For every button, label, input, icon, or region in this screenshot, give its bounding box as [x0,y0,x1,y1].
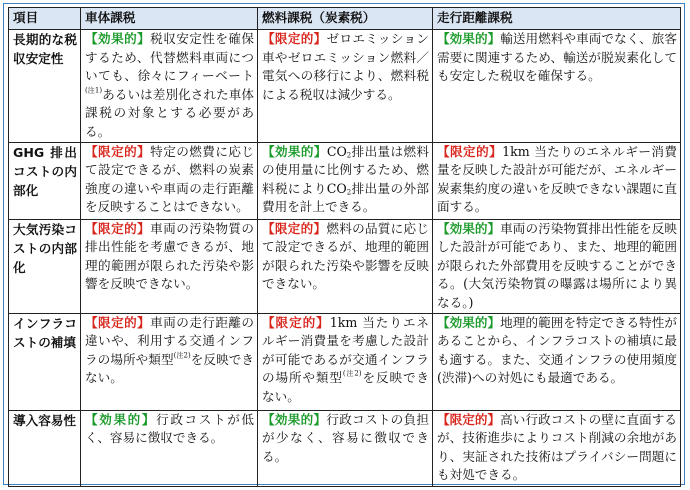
table-cell [433,313,681,410]
header-row [9,8,681,30]
table-row [9,313,681,410]
cell-text: 行政コストの負担が少なく、容易に徴収できる。 [262,411,430,464]
header-item: 項目 [9,8,81,30]
cell-text: ゼロエミッション車やゼロエミッション燃料／電気への移行により、燃料税による税収は減少する。 [262,31,429,102]
rating-tag: 【限定的】 [262,314,330,330]
table-cell [81,410,258,486]
table-cell [258,410,433,486]
cell-text: を反映できない。 [85,351,255,386]
cell-text: 排出量は燃料の使用量に比例するため、燃料税によりCO [262,143,430,196]
cell-text: 1km 当たりのエネルギー消費量を反映した設計が可能だが、エネルギー炭素集約度の違いを反映できない課題に直面する。 [437,143,678,215]
table-cell [433,410,681,486]
row-label: 大気汚染コストの内部化 [9,219,81,313]
rating-tag: 【限定的】 [85,220,151,236]
cell-text: 車両の汚染物質排出性能を反映した設計が可能であり、また、地理的範囲が限られた外部費用を反映することができる。(大気汚染物質の曝露は場所により異なる。) [437,220,678,310]
footnote-ref: (注2) [342,370,362,379]
table-row [9,410,681,486]
table-row [9,30,681,143]
header-vehicle-tax: 車体課税 [81,8,258,30]
rating-tag: 【効果的】 [437,31,501,46]
header-distance-tax: 走行距離課税 [433,8,681,30]
rating-tag: 【効果的】 [262,143,327,159]
cell-text: 輸送用燃料や車両でなく、旅客需要に関連するため、輸送が脱炭素化しても安定した税収を確保する。 [437,31,678,84]
rating-tag: 【効果的】 [437,220,501,236]
cell-text: CO [326,143,347,159]
table-cell [81,142,258,219]
subscript: 2 [346,150,352,159]
tax-comparison-table [8,7,681,487]
table-cell [433,30,681,143]
table-cell [433,219,681,313]
cell-text: 高い行政コストの壁に直面するが、技術進歩によりコスト削減の余地があり、実証された技術はプライバシー問題にも対処できる。 [437,411,678,483]
rating-tag: 【限定的】 [85,314,151,330]
table-cell [258,142,433,219]
rating-tag: 【限定的】 [437,143,503,159]
cell-text: 排出量の外部費用を計上できる。 [262,180,429,215]
cell-text: 車両の汚染物質の排出性能を考慮できるが、地理的範囲が限られた汚染や影響を反映できない。 [85,220,255,292]
cell-text: 行政コストが低く、容易に徴収できる。 [85,411,254,446]
subscript: 2 [346,188,352,197]
table-row [9,219,681,313]
footnote-ref: (注2) [173,351,191,360]
rating-tag: 【限定的】 [262,220,327,236]
row-label: 導入容易性 [9,410,81,486]
cell-text: 特定の燃費に応じて設定できるが、燃料の炭素強度の違いや車両の走行距離を反映することはできない。 [85,143,255,215]
rating-tag: 【限定的】 [437,411,501,427]
table-cell [433,142,681,219]
footnote-ref: (注1) [85,86,103,95]
table-cell [81,313,258,410]
rating-tag: 【効果的】 [85,31,151,46]
table-cell [258,30,433,143]
rating-tag: 【効果的】 [262,411,327,427]
table-cell [258,313,433,410]
rating-tag: 【効果的】 [85,411,157,427]
table-cell [81,30,258,143]
cell-text: を反映できない。 [262,370,430,404]
cell-text: 車両の走行距離の違いや、利用する交通インフラの場所や類型 [85,314,255,367]
rating-tag: 【限定的】 [85,143,151,159]
row-label: インフラコストの補填 [9,313,81,410]
cell-text: 税収安定性を確保するため、代替燃料車両についても、徐々にフィーベート [85,31,255,84]
row-label: GHG 排出コストの内部化 [9,142,81,219]
rating-tag: 【効果的】 [437,314,501,330]
cell-text: 1km 当たりエネルギー消費量を考慮した設計が可能であるが交通インフラの場所や類型 [262,314,429,386]
cell-text: あるいは差別化された車体課税の対象とする必要がある。 [85,86,255,139]
cell-text: 地理的範囲を特定できる特性があることから、インフラコストの補填に最も適する。また、交通インフラの使用頻度(渋滞)への対処にも最適である。 [437,314,678,386]
row-label: 長期的な税収安定性 [9,30,81,143]
table-cell [81,219,258,313]
cell-text: 燃料の品質に応じて設定できるが、地理的範囲が限られた汚染や影響を反映できない。 [262,220,430,292]
header-fuel-tax: 燃料課税（炭素税） [258,8,433,30]
table-cell [258,219,433,313]
rating-tag: 【限定的】 [262,31,327,46]
table-row [9,142,681,219]
